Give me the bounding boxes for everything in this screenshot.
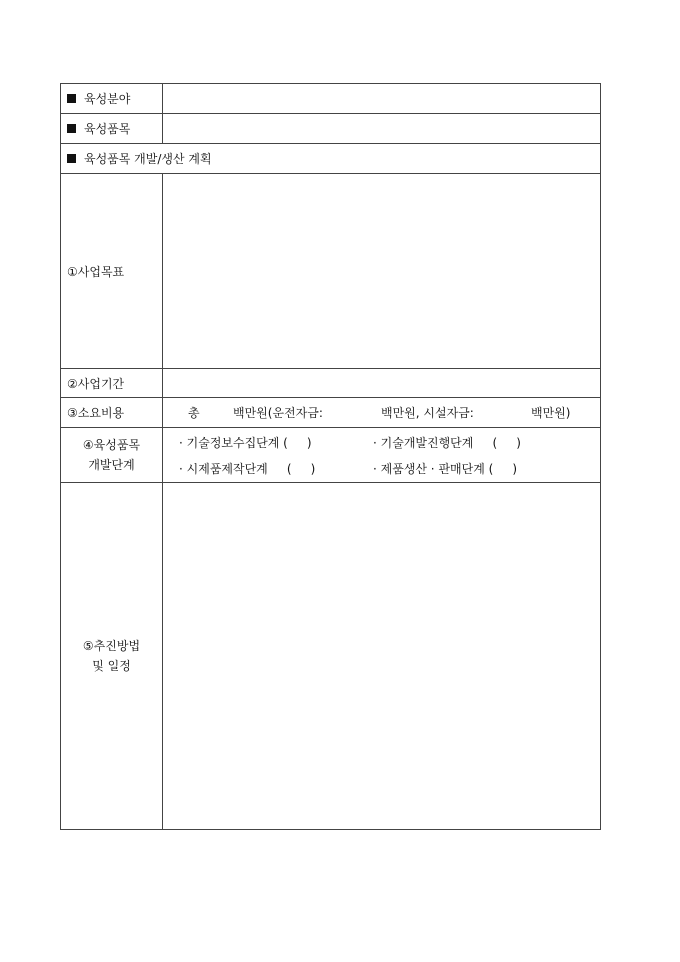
row-item <box>61 114 600 144</box>
plan-header-text: 육성품목 개발/생산 계획 <box>84 152 212 166</box>
stage-option-prototype[interactable]: · 시제품제작단계 ( ) <box>179 461 316 476</box>
square-bullet-icon <box>67 124 76 133</box>
cost-unit-facility: 백만원, 시설자금: <box>381 406 474 420</box>
stage-option-tech-development[interactable]: · 기술개발진행단계 ( ) <box>373 435 521 450</box>
value-stage <box>163 428 600 482</box>
stage-line-2 <box>163 458 600 478</box>
label-cost-text: ③소요비용 <box>67 406 125 420</box>
label-method-line1: ⑤추진방법 <box>82 639 141 653</box>
row-field <box>61 84 600 114</box>
cost-unit-operating: 백만원(운전자금: <box>233 406 323 420</box>
label-item-text: 육성품목 <box>84 122 131 136</box>
row-period <box>61 369 600 398</box>
row-stage <box>61 428 600 483</box>
label-period-text: ②사업기간 <box>67 376 125 391</box>
row-cost <box>61 398 600 428</box>
value-method[interactable] <box>163 483 600 829</box>
business-plan-form <box>60 83 601 830</box>
label-stage-line2: 개발단계 <box>88 458 135 472</box>
label-cost <box>61 398 163 427</box>
label-goal-text: ①사업목표 <box>67 264 125 279</box>
cost-total-label: 총 <box>188 406 200 420</box>
value-item[interactable] <box>163 114 600 143</box>
label-method <box>61 483 163 829</box>
plan-header <box>61 144 600 173</box>
value-field[interactable] <box>163 84 600 113</box>
label-period <box>61 369 163 397</box>
square-bullet-icon <box>67 94 76 103</box>
label-field-text: 육성분야 <box>84 92 131 106</box>
value-period[interactable] <box>163 369 600 397</box>
square-bullet-icon <box>67 154 76 163</box>
row-plan-header <box>61 144 600 174</box>
stage-option-info-gathering[interactable]: · 기술정보수집단계 ( ) <box>179 435 312 450</box>
label-method-line2: 및 일정 <box>92 659 131 673</box>
label-goal <box>61 174 163 368</box>
stage-option-production-sales[interactable]: · 제품생산 · 판매단계 ( ) <box>373 461 518 476</box>
value-cost[interactable] <box>163 398 600 427</box>
value-goal[interactable] <box>163 174 600 368</box>
row-method <box>61 483 600 829</box>
row-goal <box>61 174 600 369</box>
cost-unit-end: 백만원) <box>531 406 571 420</box>
label-field <box>61 84 163 113</box>
label-item <box>61 114 163 143</box>
stage-line-1 <box>163 432 600 452</box>
label-stage <box>61 428 163 482</box>
label-stage-line1: ④육성품목 <box>82 438 141 452</box>
